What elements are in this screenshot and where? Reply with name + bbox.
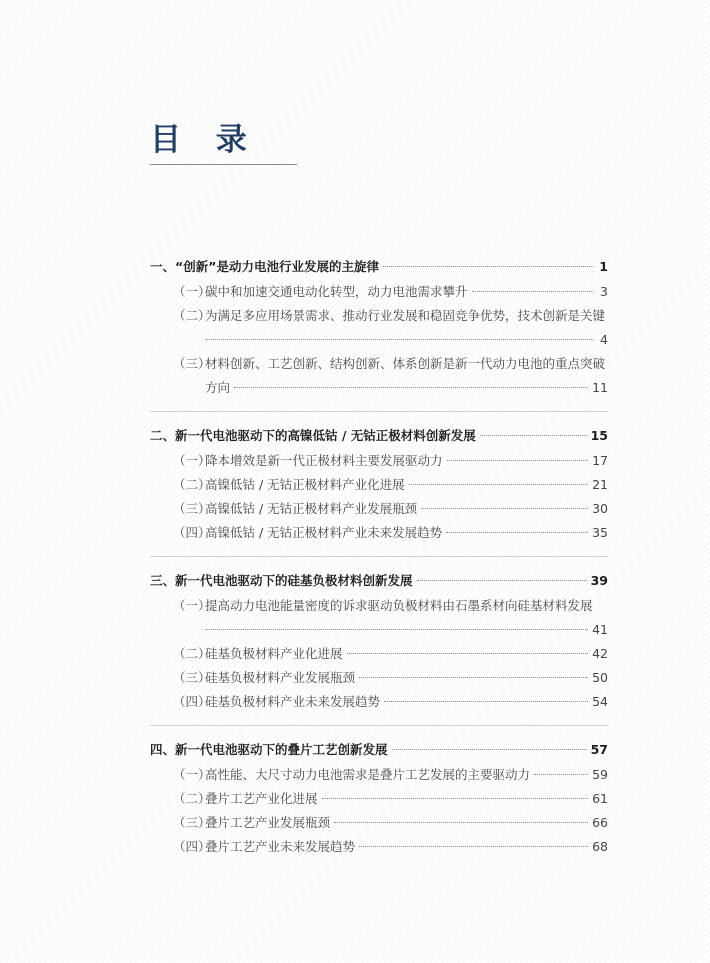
dot-leader <box>480 435 587 436</box>
dot-leader <box>447 460 589 461</box>
chapter-title: “创新”是动力电池行业发展的主旋律 <box>175 259 379 274</box>
toc-section-4 <box>150 738 608 870</box>
item-number: （一） <box>173 767 211 782</box>
toc-item-entry[interactable] <box>150 449 608 473</box>
toc-item-entry[interactable] <box>150 690 608 714</box>
item-number: （二） <box>173 791 211 806</box>
chapter-number: 二、 <box>150 428 176 443</box>
page-number: 41 <box>592 622 608 637</box>
item-number: （四） <box>173 694 211 709</box>
toc-item-entry[interactable] <box>150 835 608 859</box>
dot-leader <box>383 266 594 267</box>
page-number: 4 <box>600 332 608 347</box>
item-title: 碳中和加速交通电动化转型，动力电池需求攀升 <box>205 284 468 299</box>
table-of-contents <box>150 255 608 882</box>
dot-leader <box>409 484 588 485</box>
item-title: 硅基负极材料产业发展瓶颈 <box>205 670 356 685</box>
item-title: 叠片工艺产业化进展 <box>205 791 318 806</box>
title-underline <box>150 164 297 165</box>
toc-section-1 <box>150 255 608 412</box>
dot-leader <box>347 653 589 654</box>
item-title: 硅基负极材料产业化进展 <box>205 646 343 661</box>
dot-leader <box>234 387 588 388</box>
page-number: 1 <box>599 259 608 274</box>
page-number: 39 <box>590 573 608 588</box>
item-number: （一） <box>173 453 211 468</box>
chapter-number: 三、 <box>150 573 176 588</box>
item-number: （三） <box>173 501 211 516</box>
page-number: 50 <box>592 670 608 685</box>
chapter-title: 新一代电池驱动下的高镍低钴 / 无钴正极材料创新发展 <box>175 428 476 443</box>
toc-item-entry[interactable] <box>150 763 608 787</box>
item-title: 高性能、大尺寸动力电池需求是叠片工艺发展的主要驱动力 <box>205 767 531 782</box>
toc-item-continuation[interactable] <box>150 376 608 400</box>
toc-item-entry[interactable] <box>150 594 608 618</box>
item-number: （二） <box>173 646 211 661</box>
item-number: （一） <box>173 284 211 299</box>
toc-item-entry[interactable] <box>150 521 608 545</box>
dot-leader <box>334 822 588 823</box>
toc-item-continuation[interactable] <box>150 328 608 352</box>
page-title: 目 录 <box>150 122 259 158</box>
chapter-title: 新一代电池驱动下的硅基负极材料创新发展 <box>175 573 413 588</box>
item-title: 提高动力电池能量密度的诉求驱动负极材料由石墨系材向硅基材料发展 <box>205 598 593 613</box>
item-title: 硅基负极材料产业未来发展趋势 <box>205 694 381 709</box>
dot-leader <box>417 580 587 581</box>
chapter-number: 四、 <box>150 742 176 757</box>
item-title-continued: 方向 <box>205 380 231 395</box>
toc-item-entry[interactable] <box>150 787 608 811</box>
dot-leader <box>384 701 588 702</box>
page-number: 3 <box>600 284 608 299</box>
item-title: 高镍低钴 / 无钴正极材料产业未来发展趋势 <box>205 525 443 540</box>
page-number: 21 <box>592 477 608 492</box>
dot-leader <box>472 291 594 292</box>
toc-item-entry[interactable] <box>150 352 608 376</box>
page-number: 15 <box>590 428 608 443</box>
toc-item-entry[interactable] <box>150 304 608 328</box>
toc-item-entry[interactable] <box>150 280 608 304</box>
dot-leader <box>322 798 589 799</box>
chapter-number: 一、 <box>150 259 176 274</box>
item-title: 叠片工艺产业发展瓶颈 <box>205 815 331 830</box>
page-number: 68 <box>592 839 608 854</box>
dot-leader <box>205 629 588 630</box>
item-number: （二） <box>173 308 211 323</box>
page-number: 61 <box>592 791 608 806</box>
chapter-title: 新一代电池驱动下的叠片工艺创新发展 <box>175 742 388 757</box>
page-number: 54 <box>592 694 608 709</box>
item-number: （四） <box>173 525 211 540</box>
item-title: 为满足多应用场景需求、推动行业发展和稳固竞争优势，技术创新是关键 <box>205 308 606 323</box>
item-number: （一） <box>173 598 211 613</box>
toc-item-entry[interactable] <box>150 811 608 835</box>
item-title: 高镍低钴 / 无钴正极材料产业化进展 <box>205 477 405 492</box>
dot-leader <box>205 339 594 340</box>
toc-item-entry[interactable] <box>150 497 608 521</box>
toc-item-entry[interactable] <box>150 473 608 497</box>
toc-chapter-entry[interactable] <box>150 738 608 762</box>
item-number: （二） <box>173 477 211 492</box>
item-title: 高镍低钴 / 无钴正极材料产业发展瓶颈 <box>205 501 418 516</box>
item-number: （四） <box>173 839 211 854</box>
dot-leader <box>359 677 588 678</box>
toc-chapter-entry[interactable] <box>150 255 608 279</box>
toc-item-entry[interactable] <box>150 666 608 690</box>
item-number: （三） <box>173 815 211 830</box>
toc-item-continuation[interactable] <box>150 618 608 642</box>
toc-item-entry[interactable] <box>150 642 608 666</box>
page-number: 59 <box>592 767 608 782</box>
item-number: （三） <box>173 670 211 685</box>
toc-section-2 <box>150 424 608 557</box>
item-title: 降本增效是新一代正极材料主要发展驱动力 <box>205 453 443 468</box>
dot-leader <box>534 774 588 775</box>
item-title: 材料创新、工艺创新、结构创新、体系创新是新一代动力电池的重点突破 <box>205 356 606 371</box>
dot-leader <box>359 846 588 847</box>
toc-chapter-entry[interactable] <box>150 424 608 448</box>
item-number: （三） <box>173 356 211 371</box>
toc-section-3 <box>150 569 608 726</box>
dot-leader <box>392 749 587 750</box>
page-number: 11 <box>592 380 608 395</box>
item-title: 叠片工艺产业未来发展趋势 <box>205 839 356 854</box>
page-number: 42 <box>592 646 608 661</box>
page-number: 17 <box>592 453 608 468</box>
page-number: 30 <box>592 501 608 516</box>
toc-chapter-entry[interactable] <box>150 569 608 593</box>
dot-leader <box>421 508 588 509</box>
page-number: 57 <box>590 742 608 757</box>
page-number: 35 <box>592 525 608 540</box>
page-number: 66 <box>592 815 608 830</box>
dot-leader <box>446 532 588 533</box>
